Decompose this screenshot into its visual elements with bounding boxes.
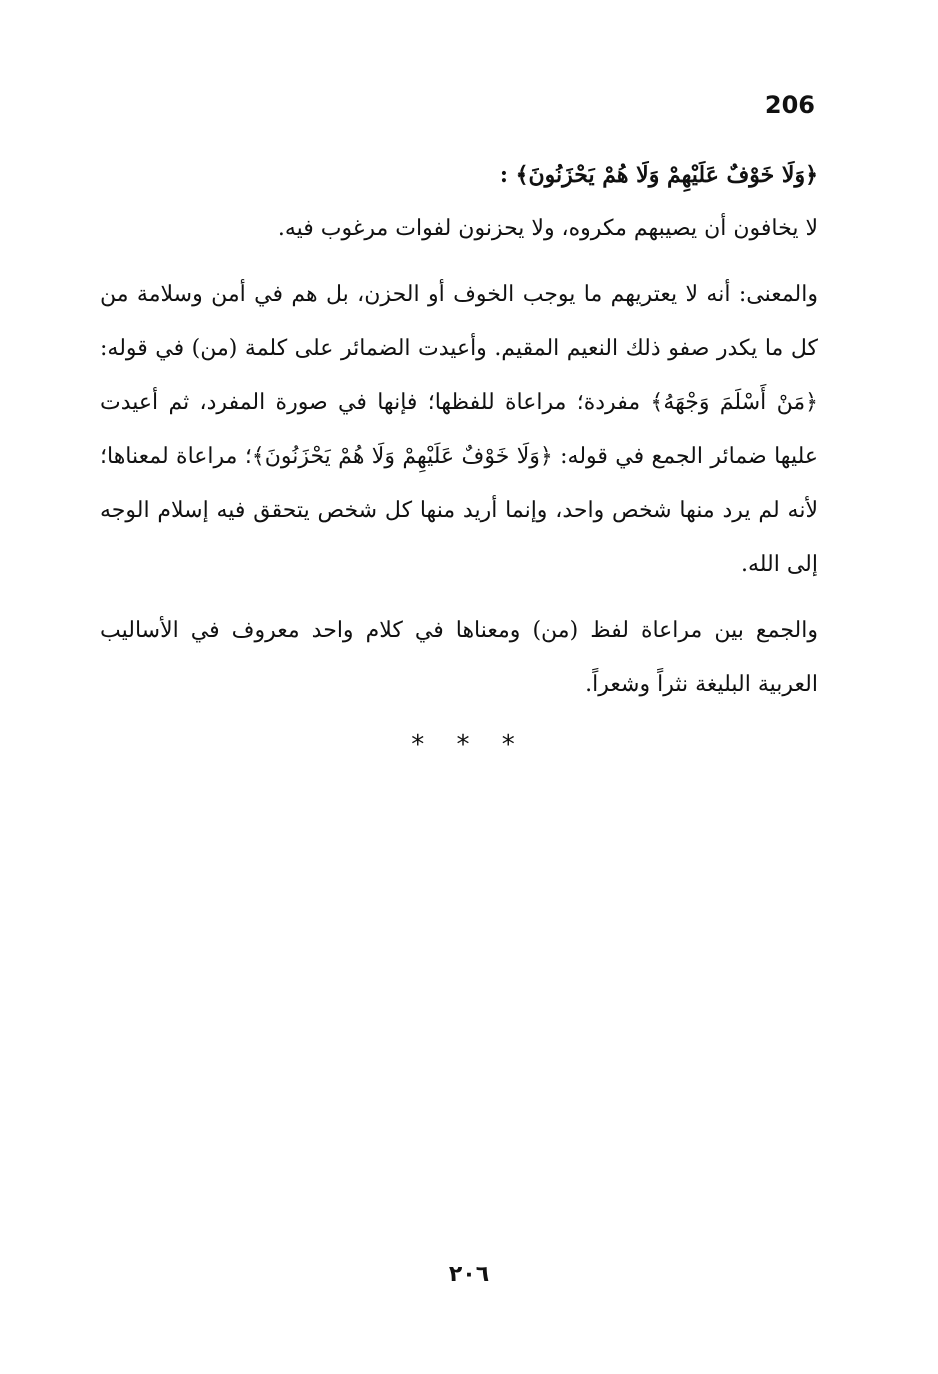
verse-heading: ﴿وَلَا خَوْفٌ عَلَيْهِمْ وَلَا هُمْ يَحْزَنُونَ﴾ : bbox=[499, 162, 818, 188]
body-text bbox=[100, 148, 818, 724]
page-number-bottom: ٢٠٦ bbox=[448, 1262, 490, 1287]
paragraph-2: والمعنى: أنه لا يعتريهم ما يوجب الخوف أو الحزن، بل هم في أمن وسلامة من كل ما يكدر صفو ذلك النعيم المقيم. وأعيدت الضمائر على كلمة (من) في قوله: ﴿مَنْ أَسْلَمَ وَجْهَهُ﴾ مفردة؛ مراعاة للفظها؛ فإنها في صورة المفرد، ثم أعيدت عليها ضمائر الجمع في قوله: ﴿وَلَا خَوْفٌ عَلَيْهِمْ وَلَا هُمْ يَحْزَنُونَ﴾؛ مراعاة لمعناها؛ لأنه لم يرد منها شخص واحد، وإنما أريد منها كل شخص يتحقق فيه إسلام الوجه إلى الله. bbox=[100, 282, 818, 577]
paragraph-3: والجمع بين مراعاة لفظ (من) ومعناها في كلام واحد معروف في الأساليب العربية البليغة نثراً وشعراً. bbox=[100, 618, 818, 697]
paragraph-1: لا يخافون أن يصيبهم مكروه، ولا يحزنون لفوات مرغوب فيه. bbox=[277, 216, 818, 241]
page-number-top: 206 bbox=[764, 91, 815, 119]
section-separator: * * * bbox=[411, 730, 527, 760]
